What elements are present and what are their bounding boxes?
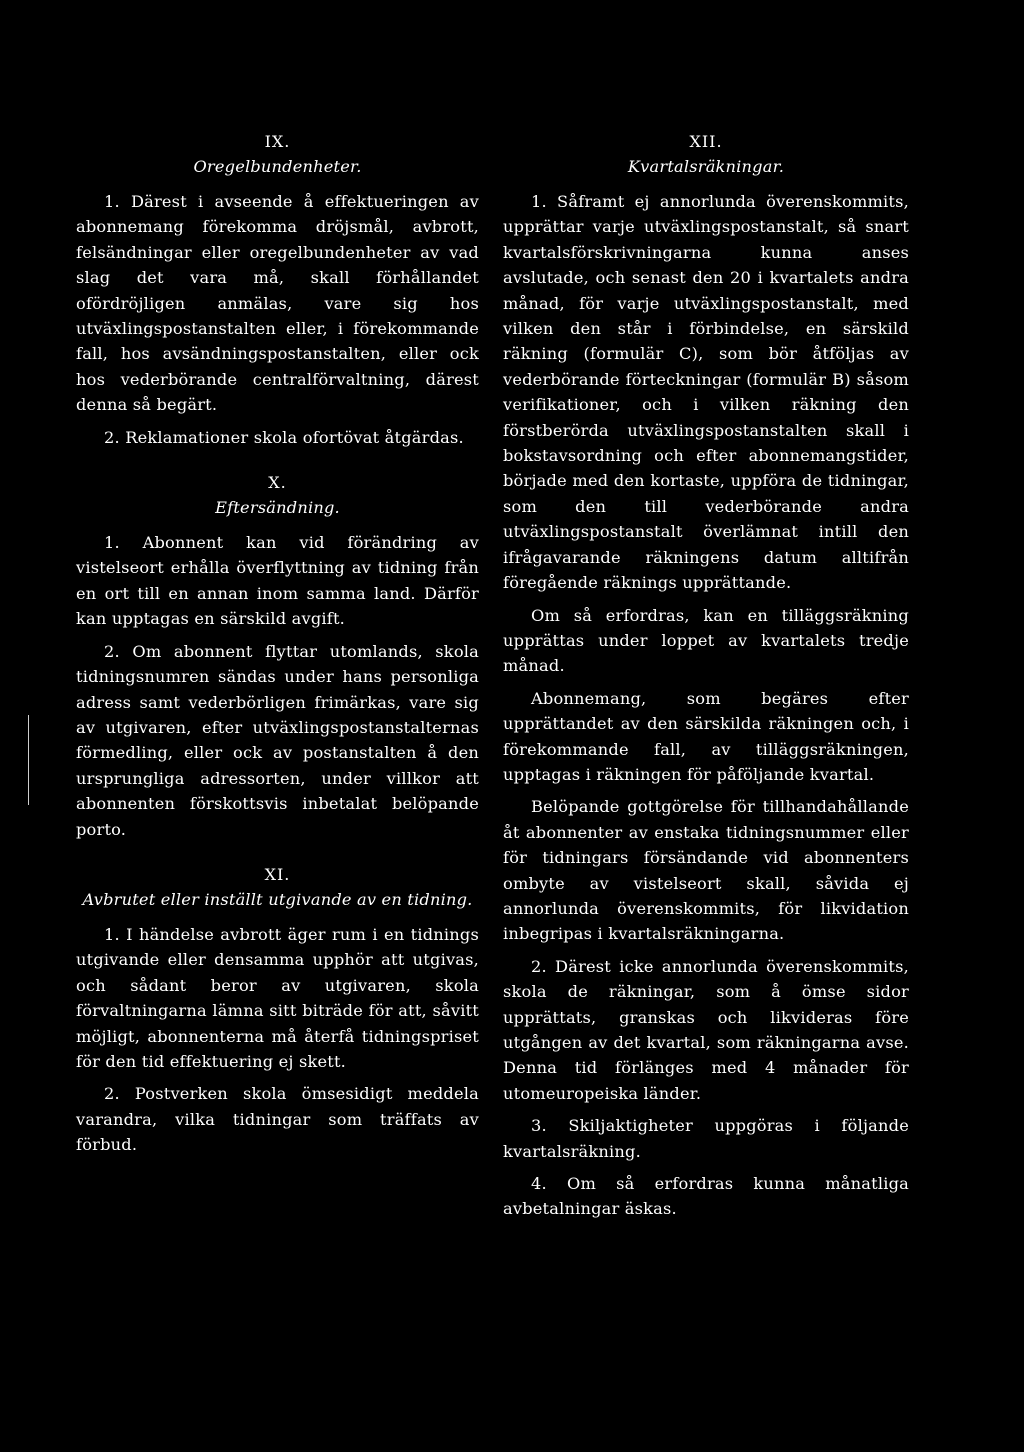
paragraph: 1. Såframt ej annorlunda överenskommits, upprättar varje utväxlingspostanstalt, så snart kvartalsförskrivningarna kunna anses avslutade, och senast den 20 i kvartalets andra månad, för varje utväxlingspostanstalt, med vilken den står i förbindelse, en särskild räkning (formulär C), som bör åtföljas av vederbörande förteckningar (formulär B) såsom verifikationer, och i vilken räkning den förstberörda utväxlingspostanstalten skall i bokstavsordning och efter abonnemangstider, började med den kortaste, uppföra de tidningar, som den till vederbörande andra utväxlingspostanstalt överlämnat intill den ifrågavarande räkningens datum alltifrån föregående räknings upprättande.: [503, 192, 909, 593]
section-ix: [76, 130, 479, 450]
section-number: IX.: [264, 132, 291, 151]
section-title: Avbrutet eller inställt utgivande av en tidning.: [82, 889, 473, 909]
margin-rule: [28, 715, 29, 805]
paragraph: 3. Skiljaktigheter uppgöras i följande kvartalsräkning.: [503, 1116, 909, 1161]
section-title: Kvartalsräkningar.: [627, 157, 785, 176]
paragraph: 1. I händelse avbrott äger rum i en tidnings utgivande eller densamma upphör att utgivas, och sådant beror av utgivaren, skola förvaltningarna lämna sitt biträde för att, såvitt möjligt, abonnenterna må återfå tidningspriset för den tid effektuering ej skett.: [76, 924, 479, 1071]
section-title: Oregelbundenheter.: [193, 157, 362, 176]
section-number: X.: [268, 473, 287, 493]
right-column: [503, 130, 909, 1229]
paragraph: 1. Därest i avseende å effektueringen av abonnemang förekomma dröjsmål, avbrott, felsändningar eller oregelbundenheter av vad slag det vara må, skall förhållandet ofördröjligen anmälas, vare sig hos utväxlingspostanstalten eller, i förekommande fall, hos avsändningspostanstalten, eller ock hos vederbörande centralförvaltning, därest denna så begärt.: [76, 192, 479, 415]
paragraph: 2. Därest icke annorlunda överenskommits, skola de räkningar, som å ömse sidor upprättats, granskas och likvideras före utgången av det kvartal, som räkningarna avse. Denna tid förlänges med 4 månader för utomeuropeiska länder.: [503, 956, 909, 1103]
paragraph: Om så erfordras, kan en tilläggsräkning upprättas under loppet av kvartalets tredje månad.: [503, 605, 909, 676]
paragraph: Abonnemang, som begäres efter upprättandet av den särskilda räkningen och, i förekommande fall, av tilläggsräkningen, upptagas i räkningen för påföljande kvartal.: [503, 688, 909, 784]
section-xi: [76, 863, 479, 1158]
section-number: XII.: [689, 132, 723, 151]
paragraph: 4. Om så erfordras kunna månatliga avbetalningar äskas.: [503, 1174, 909, 1219]
left-column: [76, 130, 479, 1165]
paragraph: 2. Om abonnent flyttar utomlands, skola tidningsnumren sändas under hans personliga adress samt vederbörligen frimärkas, vare sig av utgivaren, efter utväxlingspostanstalternas förmedling, eller ock av postanstalten å den ursprungliga adressorten, under villkor att abonnenten förskottsvis inbetalat belöpande porto.: [76, 641, 479, 839]
section-title: Eftersändning.: [215, 498, 340, 518]
paragraph: Belöpande gottgörelse för tillhandahållande åt abonnenter av enstaka tidningsnummer eller för tidningars försändande vid abonnenters ombyte av vistelseort skall, såvida ej annorlunda överenskommits, för likvidation inbegripas i kvartalsräkningarna.: [503, 797, 909, 944]
paragraph: 2. Reklamationer skola ofortövat åtgärdas.: [104, 427, 464, 447]
section-xii: [503, 130, 909, 1222]
section-number: XI.: [264, 864, 291, 884]
paragraph: 2. Postverken skola ömsesidigt meddela varandra, vilka tidningar som träffats av förbud.: [76, 1084, 479, 1155]
paragraph: 1. Abonnent kan vid förändring av vistelseort erhålla överflyttning av tidning från en ort till en annan inom samma land. Därför kan upptagas en särskild avgift.: [76, 533, 479, 629]
section-x: [76, 471, 479, 842]
